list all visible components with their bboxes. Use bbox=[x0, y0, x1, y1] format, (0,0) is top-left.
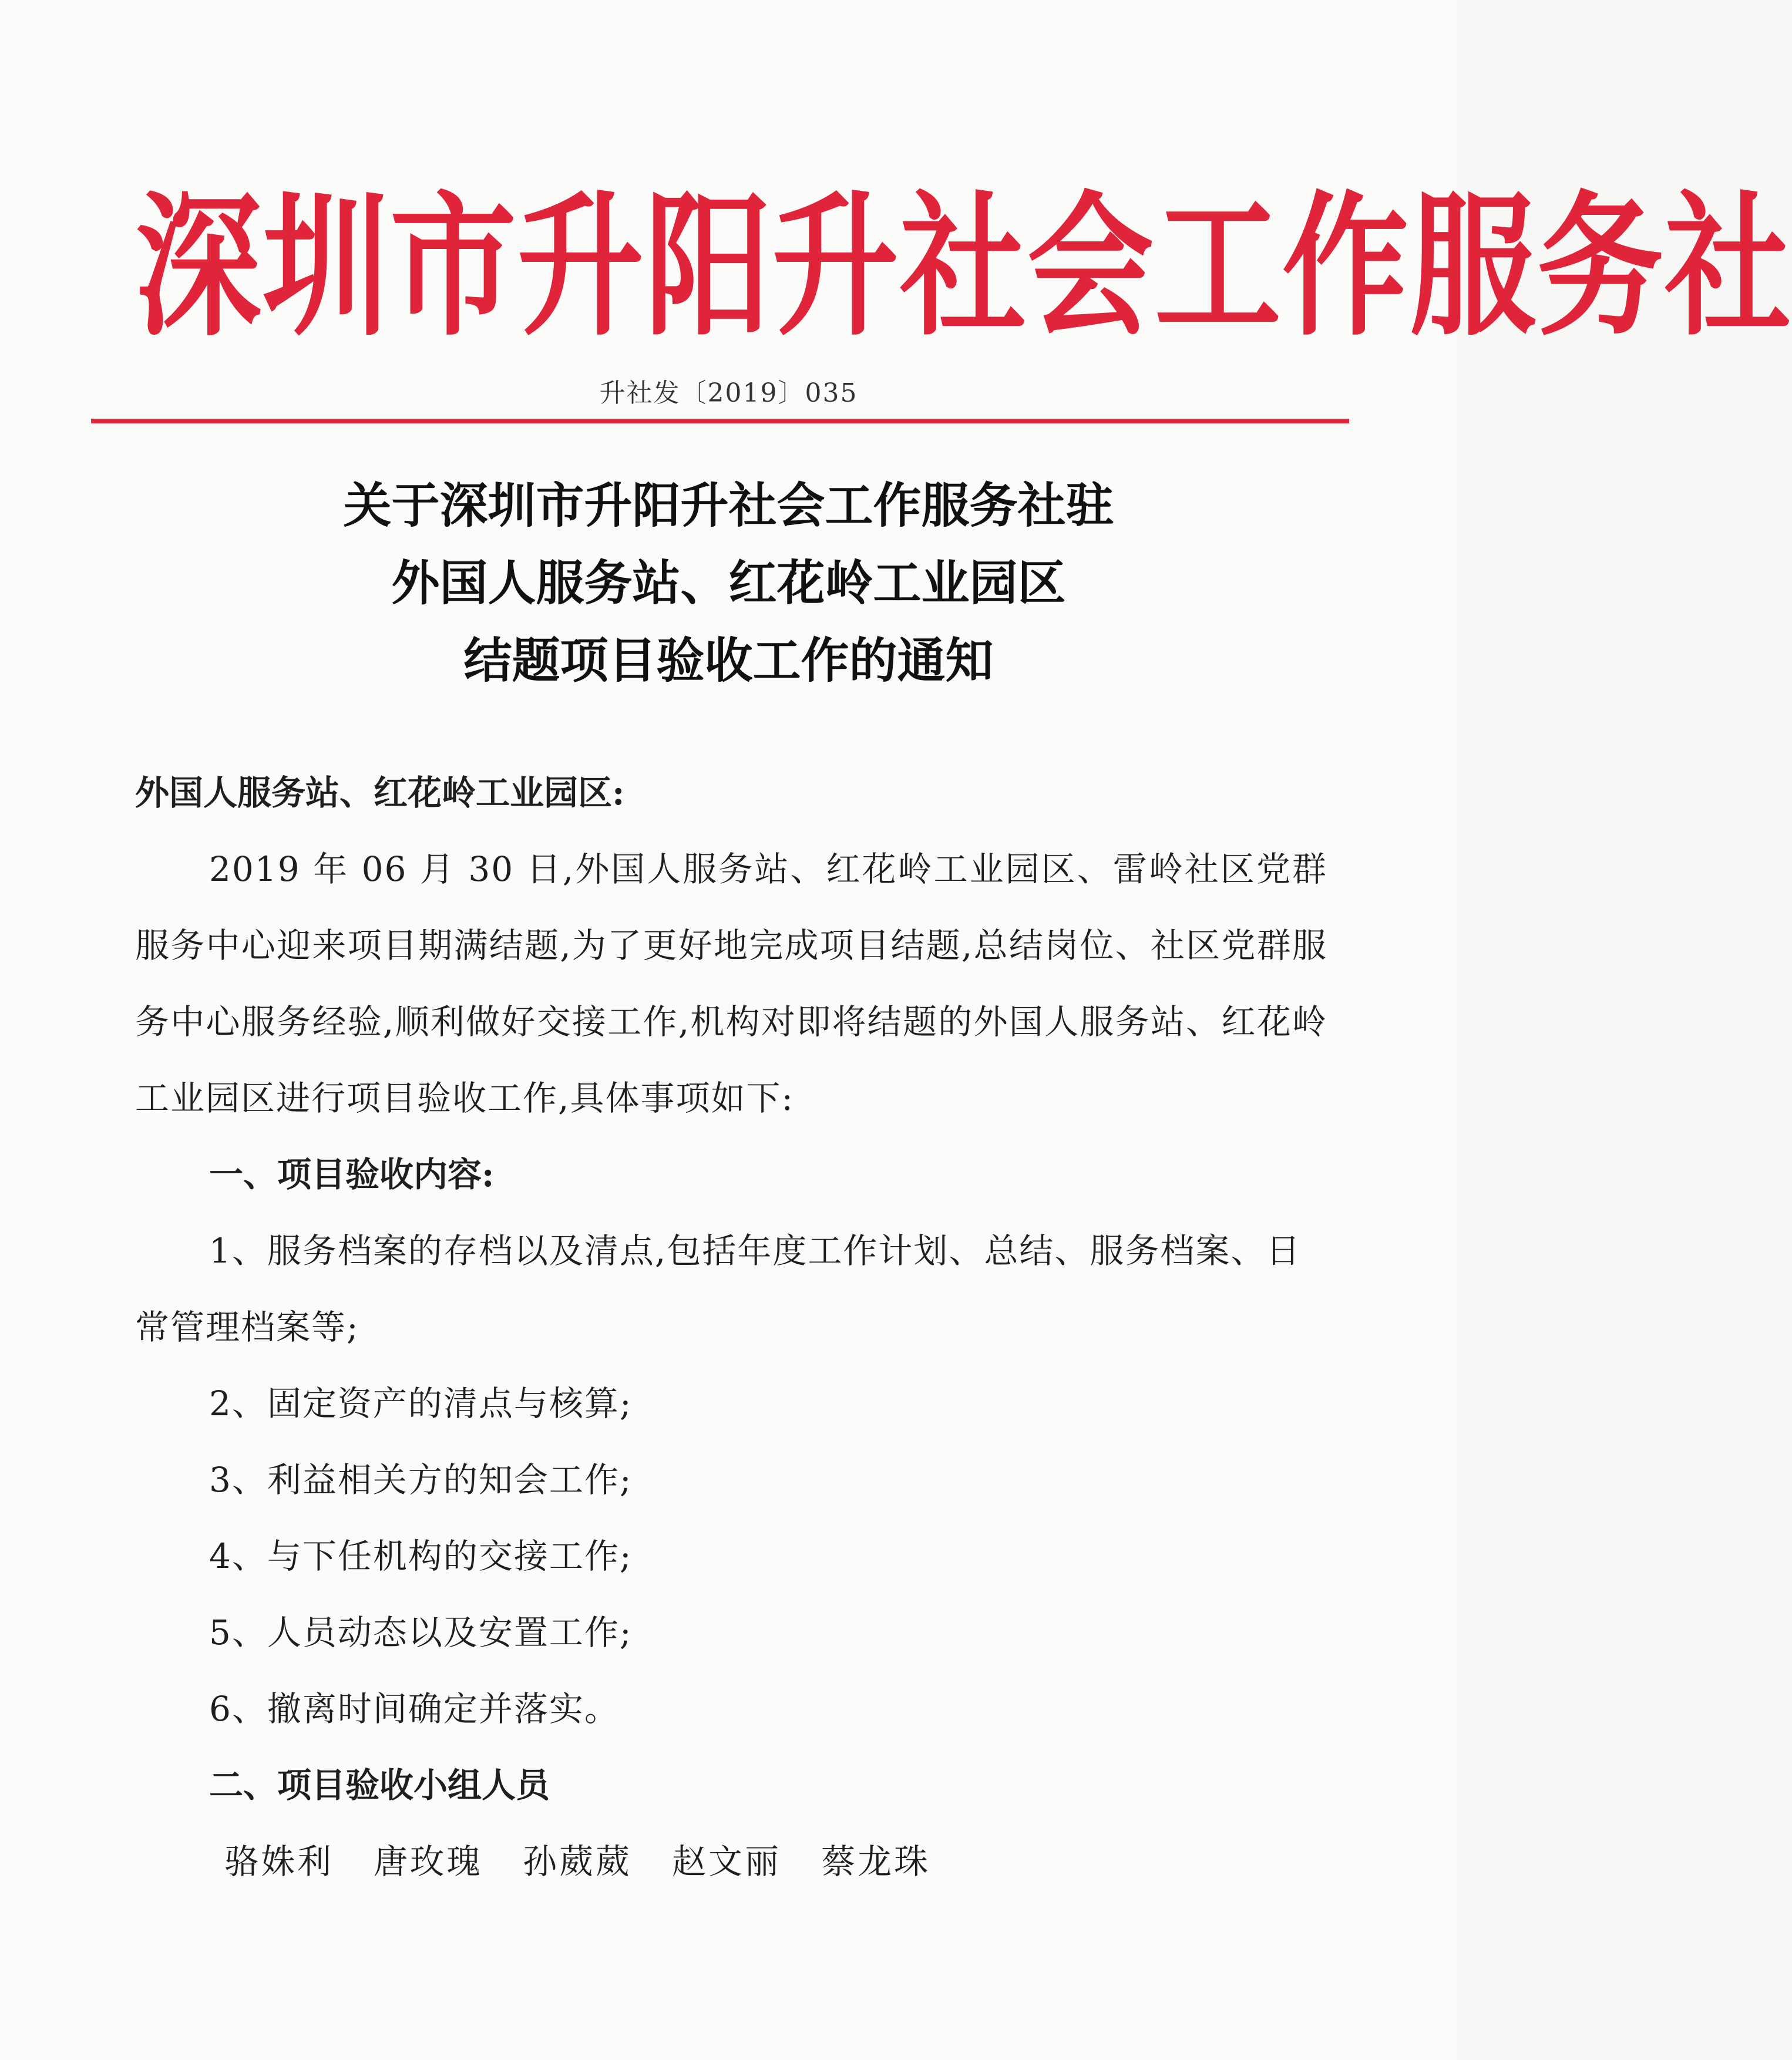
document-number: 升社发〔2019〕035 bbox=[599, 378, 858, 408]
section-1-item-4: 4、与下任机构的交接工作; bbox=[209, 1536, 633, 1576]
intro-paragraph: 2019 年 06 月 30 日,外国人服务站、红花岭工业园区、雷岭社区党群服务中心迎来项目期满结题,为了更好地完成项目结题,总结岗位、社区党群服务中心服务经验,顺利做好交接工作,机构对即将结题的外国人服务站、红花岭工业园区进行项目验收工作,具体事项如下: bbox=[135, 849, 1327, 1118]
team-member: 骆姝利 bbox=[224, 1842, 334, 1881]
addressee: 外国人服务站、红花岭工业园区: bbox=[135, 773, 625, 813]
section-1-item-5: 5、人员动态以及安置工作; bbox=[209, 1613, 633, 1652]
notice-title-line-2: 外国人服务站、红花岭工业园区 bbox=[391, 555, 1066, 611]
section-1-item-6: 6、撤离时间确定并落实。 bbox=[209, 1689, 620, 1729]
red-divider-line bbox=[91, 419, 1349, 423]
team-member: 唐玫瑰 bbox=[374, 1842, 483, 1881]
team-member: 赵文丽 bbox=[672, 1842, 782, 1881]
section-2-heading: 二、项目验收小组人员 bbox=[209, 1765, 550, 1805]
notice-body bbox=[135, 755, 1327, 1900]
notice-title-line-1: 关于深圳市升阳升社会工作服务社驻 bbox=[343, 477, 1114, 534]
team-member-list bbox=[135, 1823, 1327, 1900]
section-1-item-3: 3、利益相关方的知会工作; bbox=[209, 1460, 633, 1500]
section-1-heading: 一、项目验收内容: bbox=[209, 1154, 495, 1194]
notice-title bbox=[0, 467, 1457, 699]
section-1-item-1: 1、服务档案的存档以及清点,包括年度工作计划、总结、服务档案、日常管理档案等; bbox=[135, 1231, 1302, 1347]
organization-header: 深圳市升阳升社会工作服务社 bbox=[135, 177, 1792, 357]
team-member: 孙葳葳 bbox=[523, 1842, 633, 1881]
notice-title-line-3: 结题项目验收工作的通知 bbox=[463, 632, 994, 689]
team-member: 蔡龙珠 bbox=[821, 1842, 931, 1881]
section-1-item-2: 2、固定资产的清点与核算; bbox=[209, 1384, 633, 1423]
